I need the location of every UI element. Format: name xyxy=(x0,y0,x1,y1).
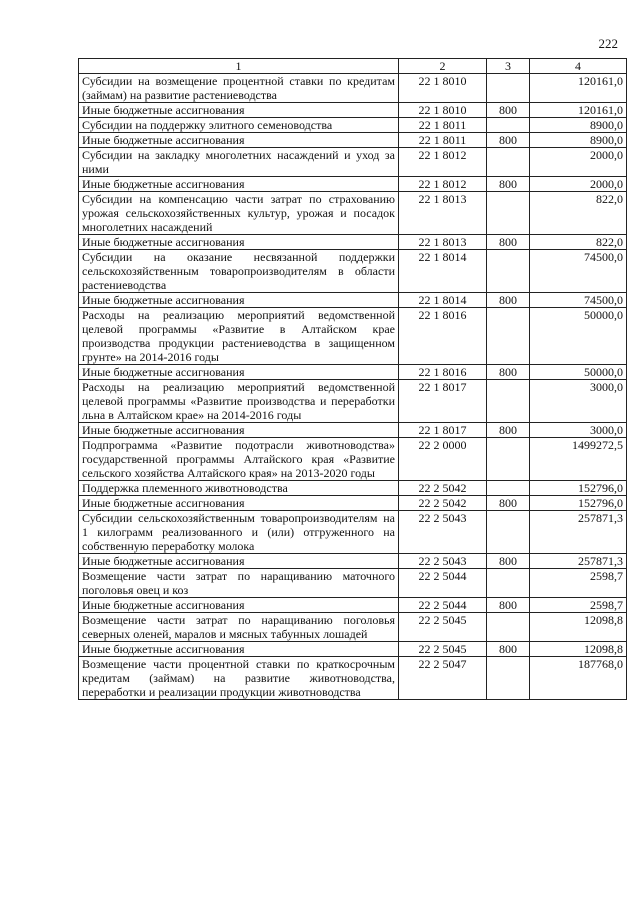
row-expense-type-cell xyxy=(487,192,530,235)
row-name-cell: Субсидии сельскохозяйственным товаропроизводителям на 1 килограмм реализованного и (или) отгруженного на собственную переработку молока xyxy=(79,511,399,554)
row-expense-type-cell: 800 xyxy=(487,133,530,148)
table-row xyxy=(79,496,627,511)
row-sum-cell: 8900,0 xyxy=(530,133,627,148)
column-header-expense-type: 3 xyxy=(487,59,530,74)
table-row xyxy=(79,148,627,177)
table-row xyxy=(79,365,627,380)
row-sum-cell: 2598,7 xyxy=(530,598,627,613)
row-code-cell: 22 1 8017 xyxy=(399,423,487,438)
table-body xyxy=(79,74,627,700)
row-name-cell: Иные бюджетные ассигнования xyxy=(79,496,399,511)
row-code-cell: 22 1 8010 xyxy=(399,74,487,103)
row-name-cell: Иные бюджетные ассигнования xyxy=(79,293,399,308)
row-expense-type-cell: 800 xyxy=(487,177,530,192)
row-code-cell: 22 2 0000 xyxy=(399,438,487,481)
row-code-cell: 22 1 8017 xyxy=(399,380,487,423)
row-sum-cell: 50000,0 xyxy=(530,308,627,365)
row-sum-cell: 2000,0 xyxy=(530,148,627,177)
row-name-cell: Возмещение части затрат по наращиванию поголовья северных оленей, маралов и мясных табунных лошадей xyxy=(79,613,399,642)
row-name-cell: Субсидии на возмещение процентной ставки по кредитам (займам) на развитие растениеводства xyxy=(79,74,399,103)
row-name-cell: Субсидии на оказание несвязанной поддержки сельскохозяйственным товаропроизводителям в области растениеводства xyxy=(79,250,399,293)
row-expense-type-cell xyxy=(487,148,530,177)
table-row xyxy=(79,511,627,554)
row-code-cell: 22 2 5047 xyxy=(399,657,487,700)
row-name-cell: Иные бюджетные ассигнования xyxy=(79,423,399,438)
row-expense-type-cell: 800 xyxy=(487,554,530,569)
table-row xyxy=(79,118,627,133)
row-sum-cell: 822,0 xyxy=(530,192,627,235)
row-name-cell: Иные бюджетные ассигнования xyxy=(79,598,399,613)
table-row xyxy=(79,380,627,423)
row-name-cell: Подпрограмма «Развитие подотрасли животноводства» государственной программы Алтайского края «Развитие сельского хозяйства Алтайского края» на 2013-2020 годы xyxy=(79,438,399,481)
row-expense-type-cell xyxy=(487,308,530,365)
row-sum-cell: 74500,0 xyxy=(530,250,627,293)
table-row xyxy=(79,642,627,657)
table-row xyxy=(79,192,627,235)
table-row xyxy=(79,177,627,192)
row-name-cell: Возмещение части затрат по наращиванию маточного поголовья овец и коз xyxy=(79,569,399,598)
row-sum-cell: 8900,0 xyxy=(530,118,627,133)
row-name-cell: Субсидии на компенсацию части затрат по страхованию урожая сельскохозяйственных культур, урожая и посадок многолетних насаждений xyxy=(79,192,399,235)
row-name-cell: Поддержка племенного животноводства xyxy=(79,481,399,496)
row-code-cell: 22 1 8013 xyxy=(399,235,487,250)
row-expense-type-cell xyxy=(487,438,530,481)
table-row xyxy=(79,598,627,613)
table-row xyxy=(79,293,627,308)
table-row xyxy=(79,103,627,118)
row-sum-cell: 74500,0 xyxy=(530,293,627,308)
row-expense-type-cell: 800 xyxy=(487,423,530,438)
row-code-cell: 22 2 5044 xyxy=(399,598,487,613)
row-sum-cell: 50000,0 xyxy=(530,365,627,380)
row-code-cell: 22 1 8013 xyxy=(399,192,487,235)
table-row xyxy=(79,613,627,642)
row-sum-cell: 1499272,5 xyxy=(530,438,627,481)
row-expense-type-cell xyxy=(487,250,530,293)
row-name-cell: Субсидии на закладку многолетних насаждений и уход за ними xyxy=(79,148,399,177)
row-sum-cell: 3000,0 xyxy=(530,423,627,438)
row-expense-type-cell xyxy=(487,118,530,133)
table-row xyxy=(79,74,627,103)
table-row xyxy=(79,554,627,569)
row-expense-type-cell xyxy=(487,657,530,700)
row-expense-type-cell: 800 xyxy=(487,235,530,250)
row-code-cell: 22 2 5042 xyxy=(399,481,487,496)
row-sum-cell: 3000,0 xyxy=(530,380,627,423)
row-code-cell: 22 1 8012 xyxy=(399,177,487,192)
row-sum-cell: 12098,8 xyxy=(530,642,627,657)
budget-table xyxy=(78,58,627,700)
row-name-cell: Иные бюджетные ассигнования xyxy=(79,103,399,118)
row-expense-type-cell: 800 xyxy=(487,103,530,118)
row-code-cell: 22 2 5045 xyxy=(399,613,487,642)
row-expense-type-cell xyxy=(487,613,530,642)
table-row xyxy=(79,133,627,148)
row-name-cell: Субсидии на поддержку элитного семеноводства xyxy=(79,118,399,133)
row-expense-type-cell xyxy=(487,74,530,103)
row-expense-type-cell xyxy=(487,511,530,554)
row-code-cell: 22 1 8012 xyxy=(399,148,487,177)
table-row xyxy=(79,438,627,481)
row-name-cell: Возмещение части процентной ставки по краткосрочным кредитам (займам) на развитие животноводства, переработки и реализации продукции животноводства xyxy=(79,657,399,700)
row-code-cell: 22 1 8016 xyxy=(399,365,487,380)
row-sum-cell: 187768,0 xyxy=(530,657,627,700)
row-code-cell: 22 1 8014 xyxy=(399,250,487,293)
row-code-cell: 22 2 5045 xyxy=(399,642,487,657)
row-code-cell: 22 1 8014 xyxy=(399,293,487,308)
table-row xyxy=(79,481,627,496)
row-name-cell: Иные бюджетные ассигнования xyxy=(79,133,399,148)
table-header-row xyxy=(79,59,627,74)
column-header-name: 1 xyxy=(79,59,399,74)
row-sum-cell: 822,0 xyxy=(530,235,627,250)
row-name-cell: Иные бюджетные ассигнования xyxy=(79,365,399,380)
row-sum-cell: 257871,3 xyxy=(530,554,627,569)
row-name-cell: Иные бюджетные ассигнования xyxy=(79,235,399,250)
row-expense-type-cell: 800 xyxy=(487,293,530,308)
row-name-cell: Иные бюджетные ассигнования xyxy=(79,554,399,569)
table-row xyxy=(79,308,627,365)
row-sum-cell: 257871,3 xyxy=(530,511,627,554)
row-sum-cell: 12098,8 xyxy=(530,613,627,642)
row-sum-cell: 120161,0 xyxy=(530,103,627,118)
row-code-cell: 22 1 8011 xyxy=(399,118,487,133)
row-name-cell: Иные бюджетные ассигнования xyxy=(79,642,399,657)
table-row xyxy=(79,423,627,438)
row-code-cell: 22 1 8010 xyxy=(399,103,487,118)
page-number: 222 xyxy=(598,36,618,51)
row-expense-type-cell: 800 xyxy=(487,496,530,511)
column-header-code: 2 xyxy=(399,59,487,74)
row-expense-type-cell: 800 xyxy=(487,598,530,613)
row-expense-type-cell: 800 xyxy=(487,365,530,380)
row-name-cell: Иные бюджетные ассигнования xyxy=(79,177,399,192)
row-expense-type-cell xyxy=(487,380,530,423)
table-row xyxy=(79,569,627,598)
row-name-cell: Расходы на реализацию мероприятий ведомственной целевой программы «Развитие производства и переработки льна в Алтайском крае» на 2014-2016 годы xyxy=(79,380,399,423)
column-header-sum: 4 xyxy=(530,59,627,74)
table-row xyxy=(79,250,627,293)
row-sum-cell: 152796,0 xyxy=(530,481,627,496)
row-name-cell: Расходы на реализацию мероприятий ведомственной целевой программы «Развитие в Алтайском крае производства продукции растениеводства в защищенном грунте» на 2014-2016 годы xyxy=(79,308,399,365)
row-sum-cell: 120161,0 xyxy=(530,74,627,103)
row-sum-cell: 152796,0 xyxy=(530,496,627,511)
row-expense-type-cell xyxy=(487,569,530,598)
table-row xyxy=(79,657,627,700)
row-code-cell: 22 2 5043 xyxy=(399,554,487,569)
row-expense-type-cell: 800 xyxy=(487,642,530,657)
row-code-cell: 22 2 5043 xyxy=(399,511,487,554)
row-expense-type-cell xyxy=(487,481,530,496)
table-row xyxy=(79,235,627,250)
row-code-cell: 22 1 8016 xyxy=(399,308,487,365)
row-code-cell: 22 2 5044 xyxy=(399,569,487,598)
row-code-cell: 22 2 5042 xyxy=(399,496,487,511)
row-sum-cell: 2598,7 xyxy=(530,569,627,598)
row-sum-cell: 2000,0 xyxy=(530,177,627,192)
row-code-cell: 22 1 8011 xyxy=(399,133,487,148)
